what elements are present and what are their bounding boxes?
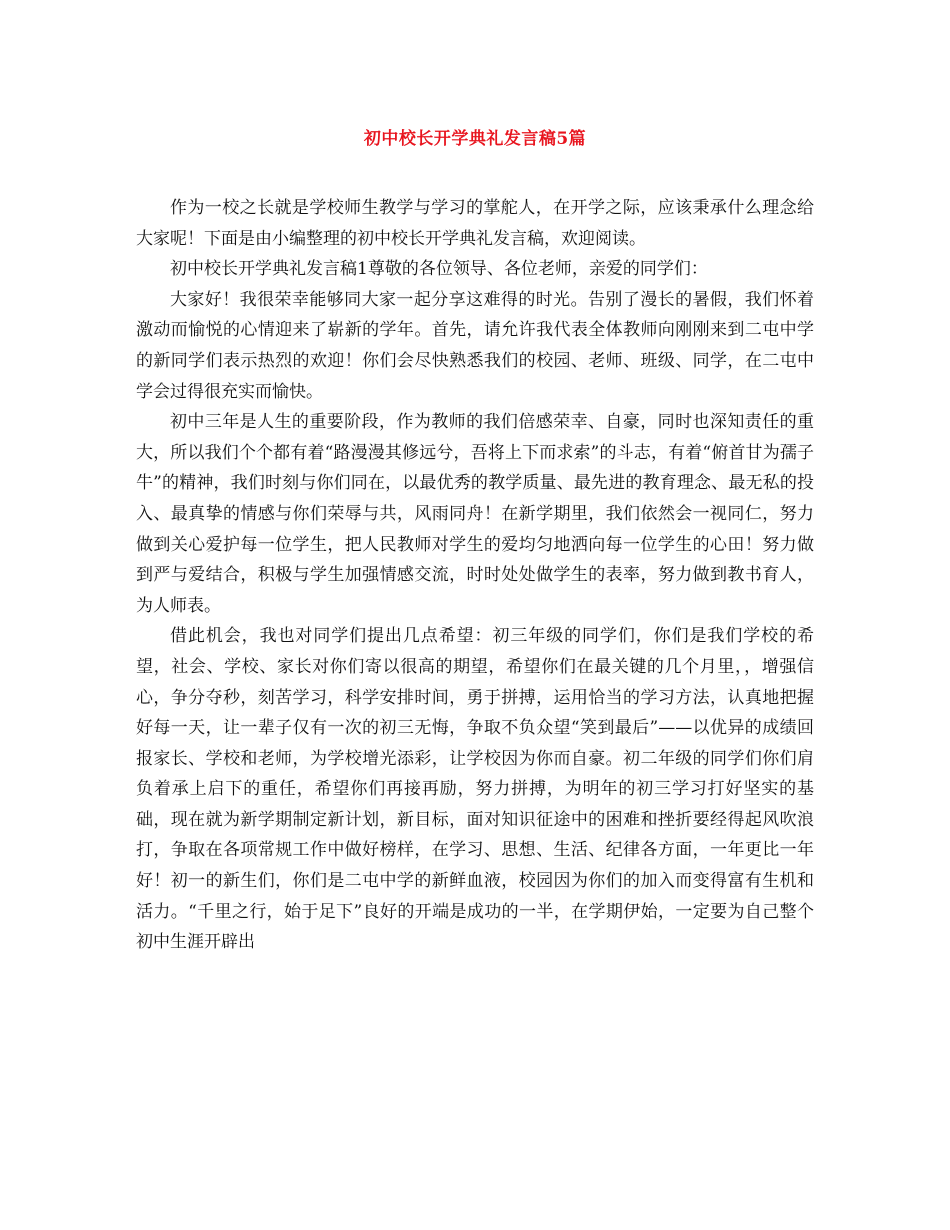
paragraph-hopes: 借此机会，我也对同学们提出几点希望：初三年级的同学们，你们是我们学校的希望，社会、学校、家长对你们寄以很高的期望，希望你们在最关键的几个月里，，增强信心，争分夺秒，刻苦学习，科学安排时间，勇于拼搏，运用恰当的学习方法，认真地把握好每一天，让一辈子仅有一次的初三无悔，争取不负众望“笑到最后”——以优异的成绩回报家长、学校和老师，为学校增光添彩，让学校因为你而自豪。初二年级的同学们你们肩负着承上启下的重任，希望你们再接再励，努力拼搏，为明年的初三学习打好坚实的基础，现在就为新学期制定新计划，新目标，面对知识征途中的困难和挫折要经得起风吹浪打，争取在各项常规工作中做好榜样，在学习、思想、生活、纪律各方面，一年更比一年好！初一的新生们，你们是二屯中学的新鲜血液，校园因为你们的加入而变得富有生机和活力。“千里之行，始于足下”良好的开端是成功的一半，在学期伊始，一定要为自己整个初中生涯开辟出 bbox=[136, 626, 814, 953]
paragraph-salutation: 初中校长开学典礼发言稿1尊敬的各位领导、各位老师，亲爱的同学们： bbox=[170, 259, 708, 280]
paragraph-greeting: 大家好！我很荣幸能够同大家一起分享这难得的时光。告别了漫长的暑假，我们怀着激动而愉悦的心情迎来了崭新的学年。首先，请允许我代表全体教师向刚刚来到二屯中学的新同学们表示热烈的欢迎！你们会尽快熟悉我们的校园、老师、班级、同学，在二屯中学会过得很充实而愉快。 bbox=[136, 289, 814, 402]
paragraph-teachers: 初中三年是人生的重要阶段，作为教师的我们倍感荣幸、自豪，同时也深知责任的重大，所以我们个个都有着“路漫漫其修远兮，吾将上下而求索”的斗志，有着“俯首甘为孺子牛”的精神，我们时刻与你们同在，以最优秀的教学质量、最先进的教育理念、最无私的投入、最真挚的情感与你们荣辱与共，风雨同舟！在新学期里，我们依然会一视同仁，努力做到关心爱护每一位学生，把人民教师对学生的爱均匀地洒向每一位学生的心田！努力做到严与爱结合，积极与学生加强情感交流，时时处处做学生的表率，努力做到教书育人，为人师表。 bbox=[136, 412, 814, 616]
paragraph-intro: 作为一校之长就是学校师生教学与学习的掌舵人，在开学之际，应该秉承什么理念给大家呢！下面是由小编整理的初中校长开学典礼发言稿，欢迎阅读。 bbox=[136, 198, 814, 249]
document-title: 初中校长开学典礼发言稿5篇 bbox=[363, 129, 587, 149]
document-body bbox=[136, 193, 814, 958]
